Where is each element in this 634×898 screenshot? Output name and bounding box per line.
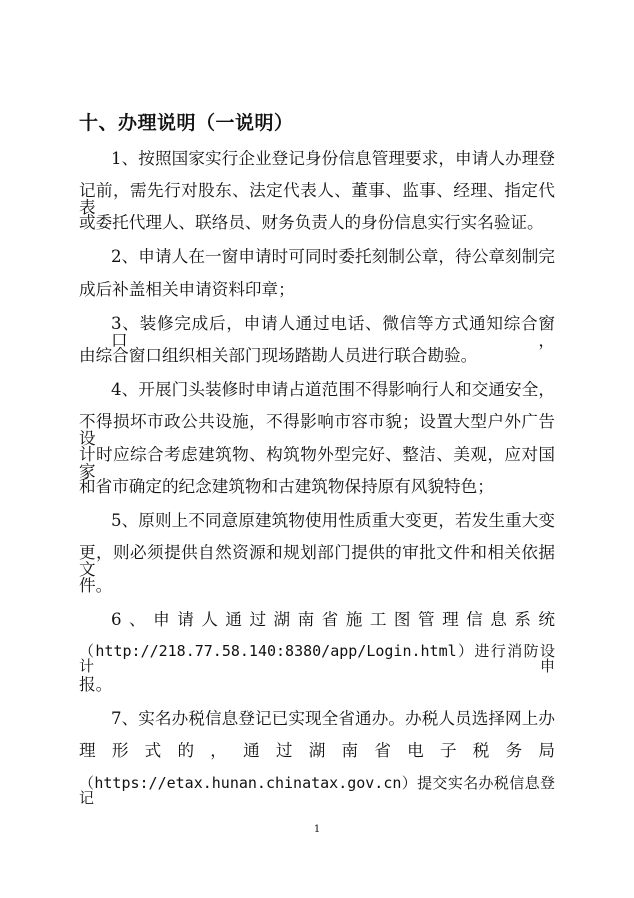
paragraph-line: 成后补盖相关申请资料印章； [79,280,295,299]
paragraph-line: 由综合窗口组织相关部门现场踏勘人员进行联合勘验。 [79,346,478,365]
paragraph-line: 6、申请人通过湖南省施工图管理信息系统 [111,610,555,629]
paragraph-line: 计时应综合考虑建筑物、构筑物外型完好、整洁、美观，应对国家 [79,445,555,481]
paragraph-line: 或委托代理人、联络员、财务负责人的身份信息实行实名验证。 [79,213,544,232]
paragraph-line: 记前，需先行对股东、法定代表人、董事、监事、经理、指定代表 [79,181,555,217]
paragraph-line: （http://218.77.58.140:8380/app/Login.html）进行消防设计申 [79,642,555,675]
paragraph-line: 7、实名办税信息登记已实现全省通办。办税人员选择网上办 [111,709,555,728]
paragraph-line: 3、装修完成后，申请人通过电话、微信等方式通知综合窗口， [111,314,555,350]
paragraph-line: 报。 [79,675,113,694]
paragraph-line: 和省市确定的纪念建筑物和古建筑物保持原有风貌特色； [79,477,494,496]
paragraph-line: 件。 [79,576,113,595]
paragraph-line: （https://etax.hunan.chinatax.gov.cn）提交实名办税信息登记 [79,774,555,807]
page-number: 1 [313,824,321,835]
paragraph-line: 更，则必须提供自然资源和规划部门提供的审批文件和相关依据文 [79,543,555,579]
paragraph-line: 5、原则上不同意原建筑物使用性质重大变更，若发生重大变 [111,511,555,530]
paragraph-line: 不得损坏市政公共设施，不得影响市容市貌；设置大型户外广告设 [79,412,555,448]
paragraph-line: 4、开展门头装修时申请占道范围不得影响行人和交通安全， [111,380,555,399]
paragraph-line: 2、申请人在一窗申请时可同时委托刻制公章，待公章刻制完 [111,247,555,266]
section-heading: 十、办理说明（一说明） [79,112,294,134]
paragraph-line: 理形式的，通过湖南省电子税务局 [79,741,555,760]
paragraph-line: 1、按照国家实行企业登记身份信息管理要求，申请人办理登 [111,149,555,168]
